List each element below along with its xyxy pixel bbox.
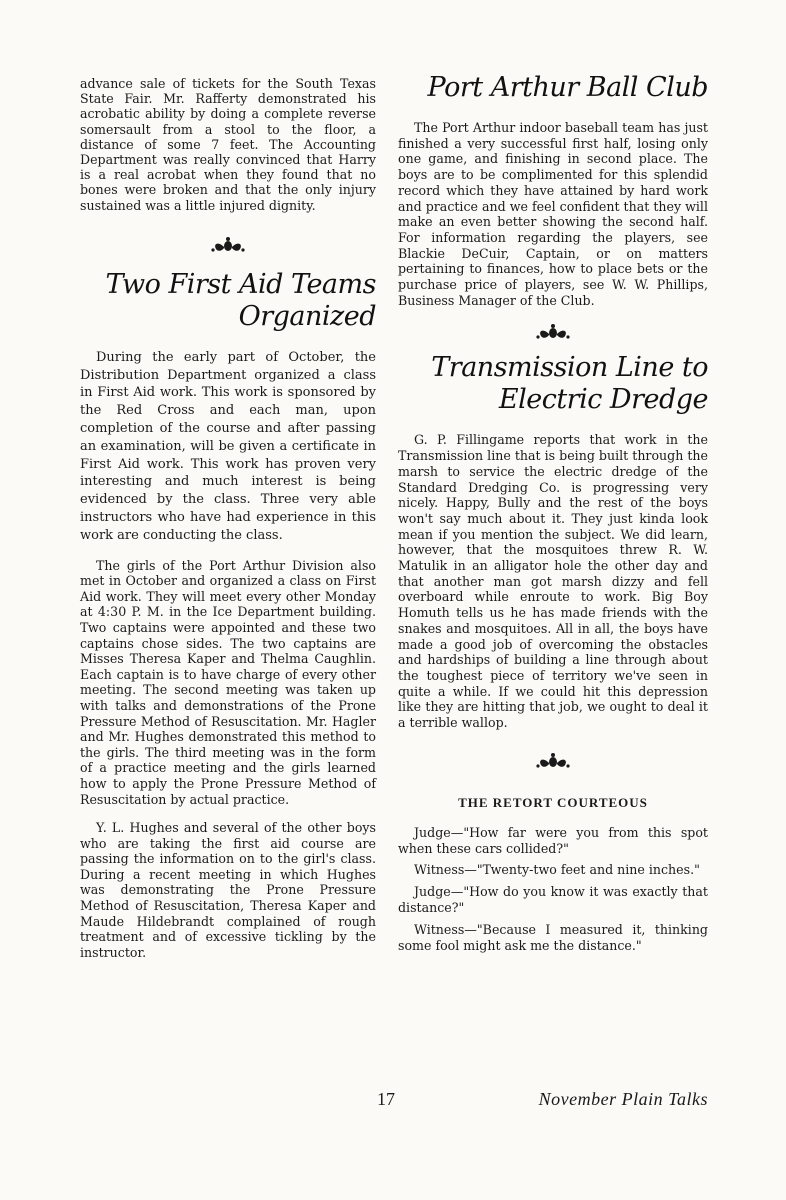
ornament-icon: [533, 751, 573, 771]
dialogue-line: Judge—"How do you know it was exactly that distance?": [398, 884, 708, 915]
ornament-icon: [533, 322, 573, 342]
first-aid-heading: [80, 269, 376, 333]
heading-line-2: Electric Dredge: [498, 384, 708, 416]
retort-heading: THE RETORT COURTEOUS: [458, 794, 648, 810]
ball-club-heading: Port Arthur Ball Club: [427, 72, 708, 103]
first-aid-paragraph-2: The girls of the Port Arthur Division also met in October and organized a class on First Aid work. They will meet every other Monday at 4:30 P. M. in the Ice Department building. Two captains were appointed and these two captains chose sides. The two captains are Misses Theresa Kaper and Thelma Caughlin. Each captain is to have charge of every other meeting. The second meeting was taken up with talks and demonstrations of the Prone Pressure Method of Resuscitation. Mr. Hagler and Mr. Hughes demonstrated this method to the girls. The third meeting was in the form of a practice meeting and the girls learned how to apply the Prone Pressure Method of Resuscitation by actual practice.: [80, 557, 376, 807]
left-column: [80, 76, 376, 960]
heading-line-1: Transmission Line to: [431, 352, 708, 384]
dialogue-block: [398, 825, 708, 954]
dialogue-line: Witness—"Twenty-two feet and nine inches.": [414, 862, 700, 878]
page-number: 17: [377, 1089, 395, 1109]
transmission-paragraph: G. P. Fillingame reports that work in the Transmission line that is being built through the marsh to service the electric dredge of the Standard Dredging Co. is progressing very nicely. Happy, Bully and the rest of the boys won't say much about it. They just kinda look mean if you mention the subject. We did learn, however, that the mosquitoes threw R. W. Matulik in an alligator hole the other day and that another man got marsh dizzy and fell overboard while enroute to work. Big Boy Homuth tells us he has made friends with the snakes and mosquitoes. All in all, the boys have made a good job of overcoming the obstacles and hardships of building a line through about the toughest piece of territory we've seen in quite a while. If we could hit this depression like they are hitting that job, we ought to deal it a terrible wallop.: [398, 432, 708, 731]
ornament-icon: [208, 235, 248, 255]
page-footer: [80, 1089, 708, 1113]
heading-line-2: Organized: [238, 300, 376, 332]
ball-club-paragraph: The Port Arthur indoor baseball team has just finished a very successful first half, losing only one game, and finishing in second place. The boys are to be complimented for this splendid record which they have attained by hard work and practice and we feel confident that they will make an even better showing the second half. For information regarding the players, see Blackie DeCuir, Captain, or on matters pertaining to finances, how to place bets or the purchase price of players, see W. W. Phillips, Business Manager of the Club.: [398, 120, 708, 308]
heading-line-1: Two First Aid Teams: [105, 268, 376, 300]
right-column: [398, 72, 708, 953]
first-aid-paragraph-3: Y. L. Hughes and several of the other boys who are taking the first aid course are passing the information on to the girl's class. During a recent meeting in which Hughes was demonstrating the Prone Pressure Method of Resuscitation, Theresa Kaper and Maude Hildebrandt complained of rough treatment and of excessive tickling by the instructor.: [80, 820, 376, 960]
continued-paragraph: advance sale of tickets for the South Texas State Fair. Mr. Rafferty demonstrated his acrobatic ability by doing a complete reverse somersault from a stool to the floor, a distance of some 7 feet. The Accounting Department was really convinced that Harry is a real acrobat when they found that no bones were broken and that the only injury sustained was a little injured dignity.: [80, 76, 376, 213]
dialogue-line: Judge—"How far were you from this spot when these cars collided?": [398, 824, 708, 856]
first-aid-paragraph-1: During the early part of October, the Distribution Department organized a class in First Aid work. This work is sponsored by the Red Cross and each man, upon completion of the course and after passing an examination, will be given a certificate in First Aid work. This work has proven very interesting and much interest is being evidenced by the class. Three very able instructors who have had experience in this work are conducting the class.: [80, 349, 376, 543]
dialogue-line: Witness—"Because I measured it, thinking some fool might ask me the distance.": [398, 921, 708, 953]
transmission-heading: [398, 352, 708, 416]
running-title: November Plain Talks: [538, 1089, 708, 1109]
